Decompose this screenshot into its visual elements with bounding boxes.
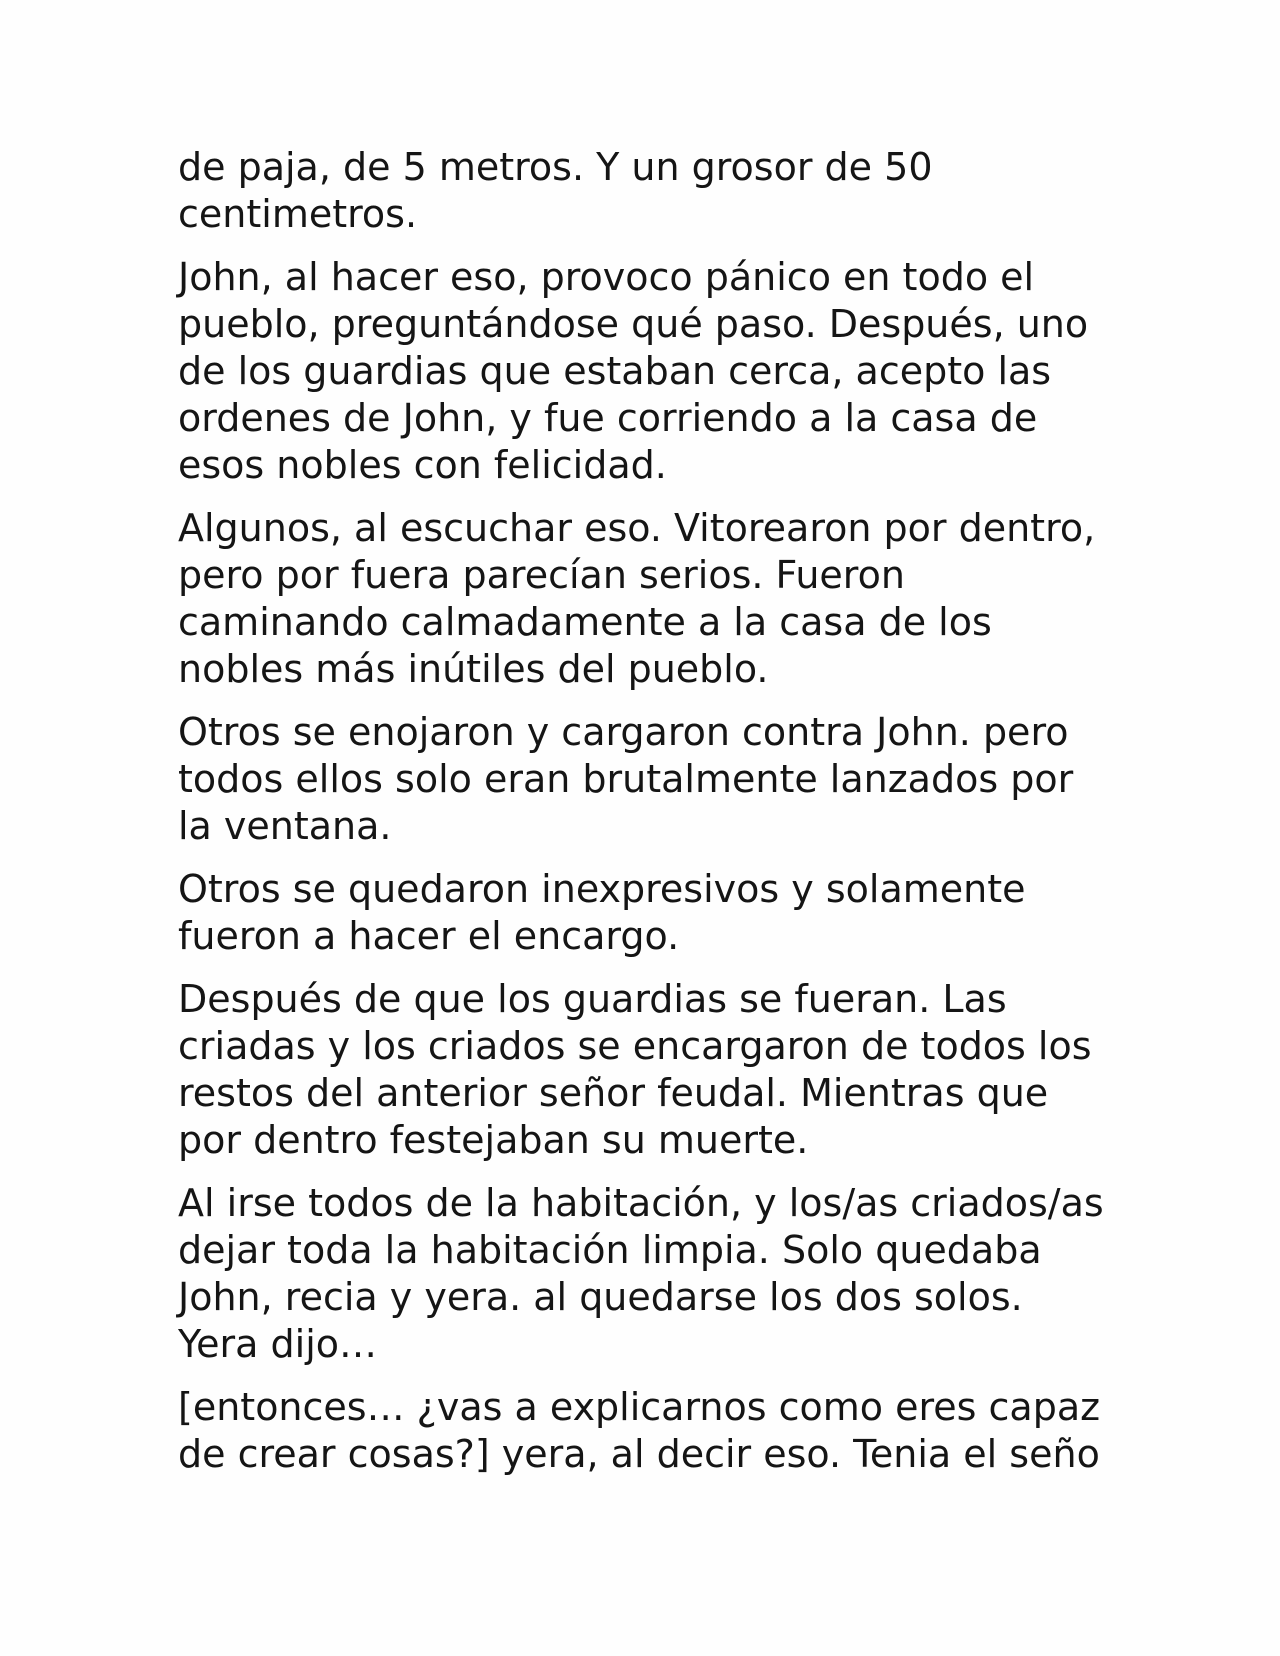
paragraph-6 bbox=[178, 976, 1118, 1164]
paragraph-3 bbox=[178, 505, 1118, 693]
text-line: nobles más inútiles del pueblo. bbox=[178, 647, 769, 691]
text-line: de los guardias que estaban cerca, acepto las bbox=[178, 349, 1052, 393]
text-line: por dentro festejaban su muerte. bbox=[178, 1118, 809, 1162]
text-line: Otros se enojaron y cargaron contra John. pero bbox=[178, 710, 1069, 754]
document-body bbox=[178, 144, 1118, 1494]
text-line: todos ellos solo eran brutalmente lanzados por bbox=[178, 757, 1074, 801]
paragraph-8 bbox=[178, 1384, 1118, 1478]
paragraph-7 bbox=[178, 1180, 1118, 1368]
text-line: la ventana. bbox=[178, 804, 392, 848]
text-line: John, al hacer eso, provoco pánico en todo el bbox=[178, 255, 1035, 299]
text-line: Otros se quedaron inexpresivos y solamente bbox=[178, 867, 1026, 911]
text-line: fueron a hacer el encargo. bbox=[178, 914, 680, 958]
text-line: Después de que los guardias se fueran. Las bbox=[178, 977, 1007, 1021]
text-line: Algunos, al escuchar eso. Vitorearon por dentro, bbox=[178, 506, 1096, 550]
text-line: pueblo, preguntándose qué paso. Después, uno bbox=[178, 302, 1089, 346]
paragraph-4 bbox=[178, 709, 1118, 850]
text-line: dejar toda la habitación limpia. Solo quedaba bbox=[178, 1228, 1042, 1272]
text-line: de paja, de 5 metros. Y un grosor de 50 bbox=[178, 145, 933, 189]
text-line: Al irse todos de la habitación, y los/as criados/as bbox=[178, 1181, 1104, 1225]
text-line: caminando calmadamente a la casa de los bbox=[178, 600, 992, 644]
paragraph-5 bbox=[178, 866, 1118, 960]
paragraph-1 bbox=[178, 144, 1118, 238]
text-line: de crear cosas?] yera, al decir eso. Tenia el seño bbox=[178, 1432, 1100, 1476]
text-line: [entonces… ¿vas a explicarnos como eres capaz bbox=[178, 1385, 1101, 1429]
text-line: restos del anterior señor feudal. Mientras que bbox=[178, 1071, 1049, 1115]
text-line: Yera dijo… bbox=[178, 1322, 378, 1366]
text-line: criadas y los criados se encargaron de todos los bbox=[178, 1024, 1092, 1068]
paragraph-2 bbox=[178, 254, 1118, 489]
text-line: pero por fuera parecían serios. Fueron bbox=[178, 553, 905, 597]
text-line: ordenes de John, y fue corriendo a la casa de bbox=[178, 396, 1038, 440]
text-line: centimetros. bbox=[178, 192, 418, 236]
text-line: esos nobles con felicidad. bbox=[178, 443, 667, 487]
text-line: John, recia y yera. al quedarse los dos solos. bbox=[178, 1275, 1023, 1319]
